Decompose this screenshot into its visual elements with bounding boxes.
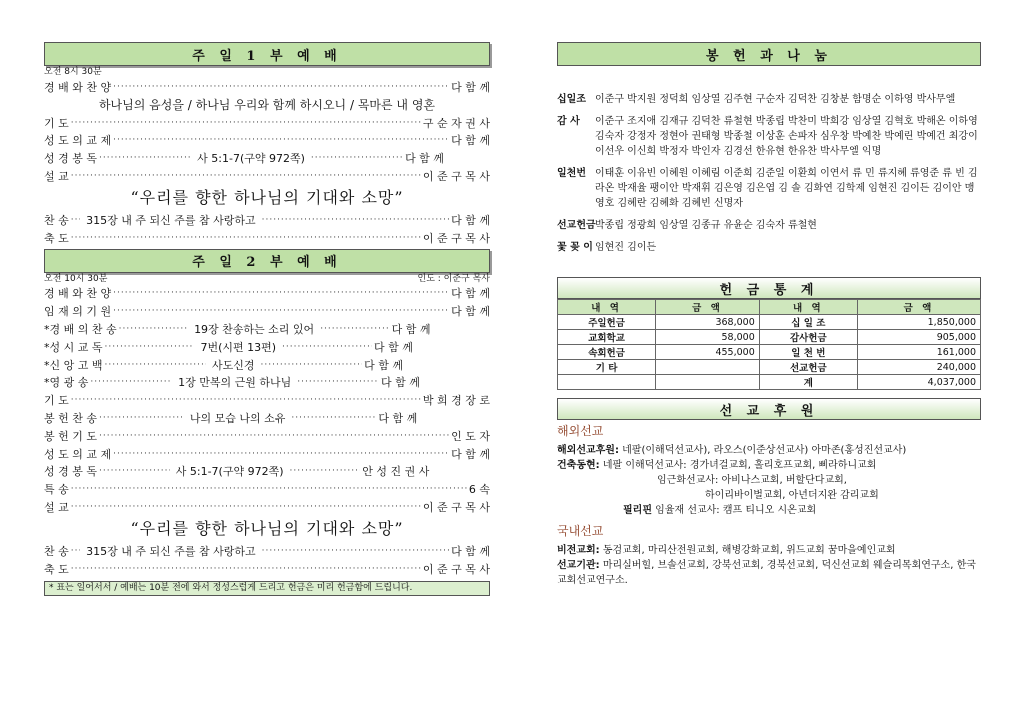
order-row: 축 도 ····· 이 준 구 목 사 [44,560,490,578]
stats-cell: 161,000 [857,345,980,360]
order-row: 성 도 의 교 제 ····· 다 함 께 [44,132,490,150]
order-row: 임 재 의 기 원 ····· 다 함 께 [44,302,490,320]
stats-cell: 4,037,000 [857,375,980,390]
sermon-title: “우리를 향한 하나님의 기대와 소망” [130,518,404,538]
offering-title: 봉 헌 과 나 눔 [706,48,832,64]
mission-title: 선 교 후 원 [719,403,819,419]
stats-cell: 일 천 번 [759,345,857,360]
offering-group: 일천번 이태훈 이유빈 이혜원 이혜림 이준희 김준일 이환희 이연서 류 민 류지혜 류영준 류 빈 김라온 박재율 팽이안 박재휘 김은영 김은엽 김 솔 김화연 김학제 임현진 김이든 김이안 맹영호 김혜란 김혜화 김혜빈 신명자 [557,168,978,209]
stats-cell: 계 [759,375,857,390]
stats-header [557,277,981,299]
mission-line: 임근화선교사: 아비나스교회, 버할단다교회, [657,475,847,486]
order-row: *경 배 의 찬 송 ····· 19장 찬송하는 소리 있어 ····· 다 함 께 [44,320,490,338]
mission-line: 필리핀 임율재 선교사: 캠프 티니오 시온교회 [623,505,817,516]
offering-group: 선교헌금 박종립 정광희 임상열 김종규 유윤순 김숙자 류철현 [557,220,817,231]
stats-cell: 교회학교 [558,330,656,345]
order-row: 찬 송 ····· 315장 내 주 되신 주를 참 사랑하고 ····· 다 함 께 [44,542,490,560]
stats-column-header: 금 액 [857,300,980,315]
order-row: 기 도 ····· 박 희 경 장 로 [44,391,490,409]
mission-section [557,424,981,588]
mission-line: 선교기관: 마리실버힐, 브솔선교회, 강북선교회, 경북선교회, 덕신선교회 웨슬리목회연구소, 한국교회선교연구소. [557,560,976,586]
service2-leader: 인도 : 이준구 목사 [417,273,490,284]
order-row: 축 도 ····· 이 준 구 목 사 [44,229,490,247]
service1-title: 주 일 1 부 예 배 [192,48,342,64]
order-row: 성 경 봉 독 ····· 사 5:1-7(구약 972쪽) ····· 안 성 진 권 사 [44,463,490,481]
order-row: 봉 헌 찬 송 ····· 나의 모습 나의 소유 ····· 다 함 께 [44,409,490,427]
order-row: 봉 헌 기 도 ····· 인 도 자 [44,427,490,445]
stats-cell: 905,000 [857,330,980,345]
order-row: *영 광 송 ····· 1장 만복의 근원 하나님 ····· 다 함 께 [44,374,490,392]
stats-column-header: 내 역 [759,300,857,315]
left-page [44,42,490,596]
offering-stats-table [557,299,981,390]
order-row: 성 도 의 교 제 ····· 다 함 께 [44,445,490,463]
stats-cell: 455,000 [656,345,760,360]
offering-group: 꽃 꽂 이 임현진 김이든 [557,242,657,253]
order-row: 경 배 와 찬 양 ····· 다 함 께 [44,78,490,96]
sermon-title: “우리를 향한 하나님의 기대와 소망” [130,187,404,207]
stats-cell: 십 일 조 [759,315,857,330]
offering-group: 십일조 이준구 박지원 정덕희 임상열 김주현 구순자 김덕찬 김창분 함명순 이하영 박사무엘 [557,94,956,105]
stats-cell [558,375,656,390]
stats-row [558,345,981,360]
stats-row [558,360,981,375]
order-row: 기 도 ····· 구 순 자 권 사 [44,114,490,132]
service1-time: 오전 8시 30분 [44,67,102,77]
offering-header [557,42,981,66]
stats-cell: 1,850,000 [857,315,980,330]
praise-songs: 하나님의 음성을 / 하나님 우리와 함께 하시오니 / 목마른 내 영혼 [98,97,436,112]
stats-column-header: 금 액 [656,300,760,315]
mission-line: 하이리바이벌교회, 아년더지완 감리교회 [705,490,879,501]
right-page [557,42,981,588]
order-row: *신 앙 고 백 ····· 사도신경 ····· 다 함 께 [44,356,490,374]
mission-line: 비전교회: 동검교회, 마리산전원교회, 해병강화교회, 위드교회 꿈마을예인교회 [557,545,896,556]
order-row: *성 시 교 독 ····· 7번(시편 13편) ····· 다 함 께 [44,338,490,356]
stats-cell: 감사헌금 [759,330,857,345]
order-row: 찬 송 ····· 315장 내 주 되신 주를 참 사랑하고 ····· 다 함 께 [44,211,490,229]
mission-line: 해외선교후원: 네팔(이해덕선교사), 라오스(이준상선교사) 아마존(홍성진선교사) [557,445,907,456]
order-row: 경 배 와 찬 양 ····· 다 함 께 [44,285,490,303]
order-row: 설 교 ····· 이 준 구 목 사 [44,167,490,185]
stats-row [558,375,981,390]
service2-time: 오전 10시 30분 [44,273,108,284]
overseas-heading: 해외선교 [557,424,604,438]
stats-cell [656,375,760,390]
stats-row [558,315,981,330]
stats-cell: 주일헌금 [558,315,656,330]
mission-header [557,398,981,420]
service2-title: 주 일 2 부 예 배 [192,255,342,271]
stats-cell [656,360,760,375]
stats-row [558,330,981,345]
order-row: 특 송 ····· 6 속 [44,480,490,498]
mission-line: 건축동현: 네팔 이해덕선교사: 경가녀걸교회, 홀리호프교회, 삐라하니교회 [557,460,877,471]
service1-header [44,42,490,66]
service2-header [44,249,490,273]
stats-cell: 368,000 [656,315,760,330]
service2-meta [44,273,490,285]
domestic-heading: 국내선교 [557,524,604,538]
service2-order [44,285,490,516]
stats-cell: 58,000 [656,330,760,345]
stats-title: 헌 금 통 계 [719,282,819,298]
offering-group: 감 사 이준구 조지애 김재규 김덕찬 류철현 박종립 박찬미 박희강 임상열 김혁호 박해온 이하영 김숙자 강정자 정현아 권태형 박종철 이상훈 손파자 심우창 박예찬 박예린 박예건 최강이 이선우 이신희 박정자 박인자 김경선 한유현 한유찬 박사무엘 익명 [557,116,978,157]
order-row: 설 교 ····· 이 준 구 목 사 [44,498,490,516]
stats-cell: 선교헌금 [759,360,857,375]
offering-list [557,92,981,255]
stats-cell: 기 타 [558,360,656,375]
stats-cell: 240,000 [857,360,980,375]
stats-cell: 속회헌금 [558,345,656,360]
footnote: * 표는 일어서서 / 예배는 10분 전에 와서 정성스럽게 드리고 헌금은 미리 헌금함에 드립니다. [44,581,490,596]
stats-column-header: 내 역 [558,300,656,315]
order-row: 성 경 봉 독 ····· 사 5:1-7(구약 972쪽) ····· 다 함 께 [44,149,490,167]
